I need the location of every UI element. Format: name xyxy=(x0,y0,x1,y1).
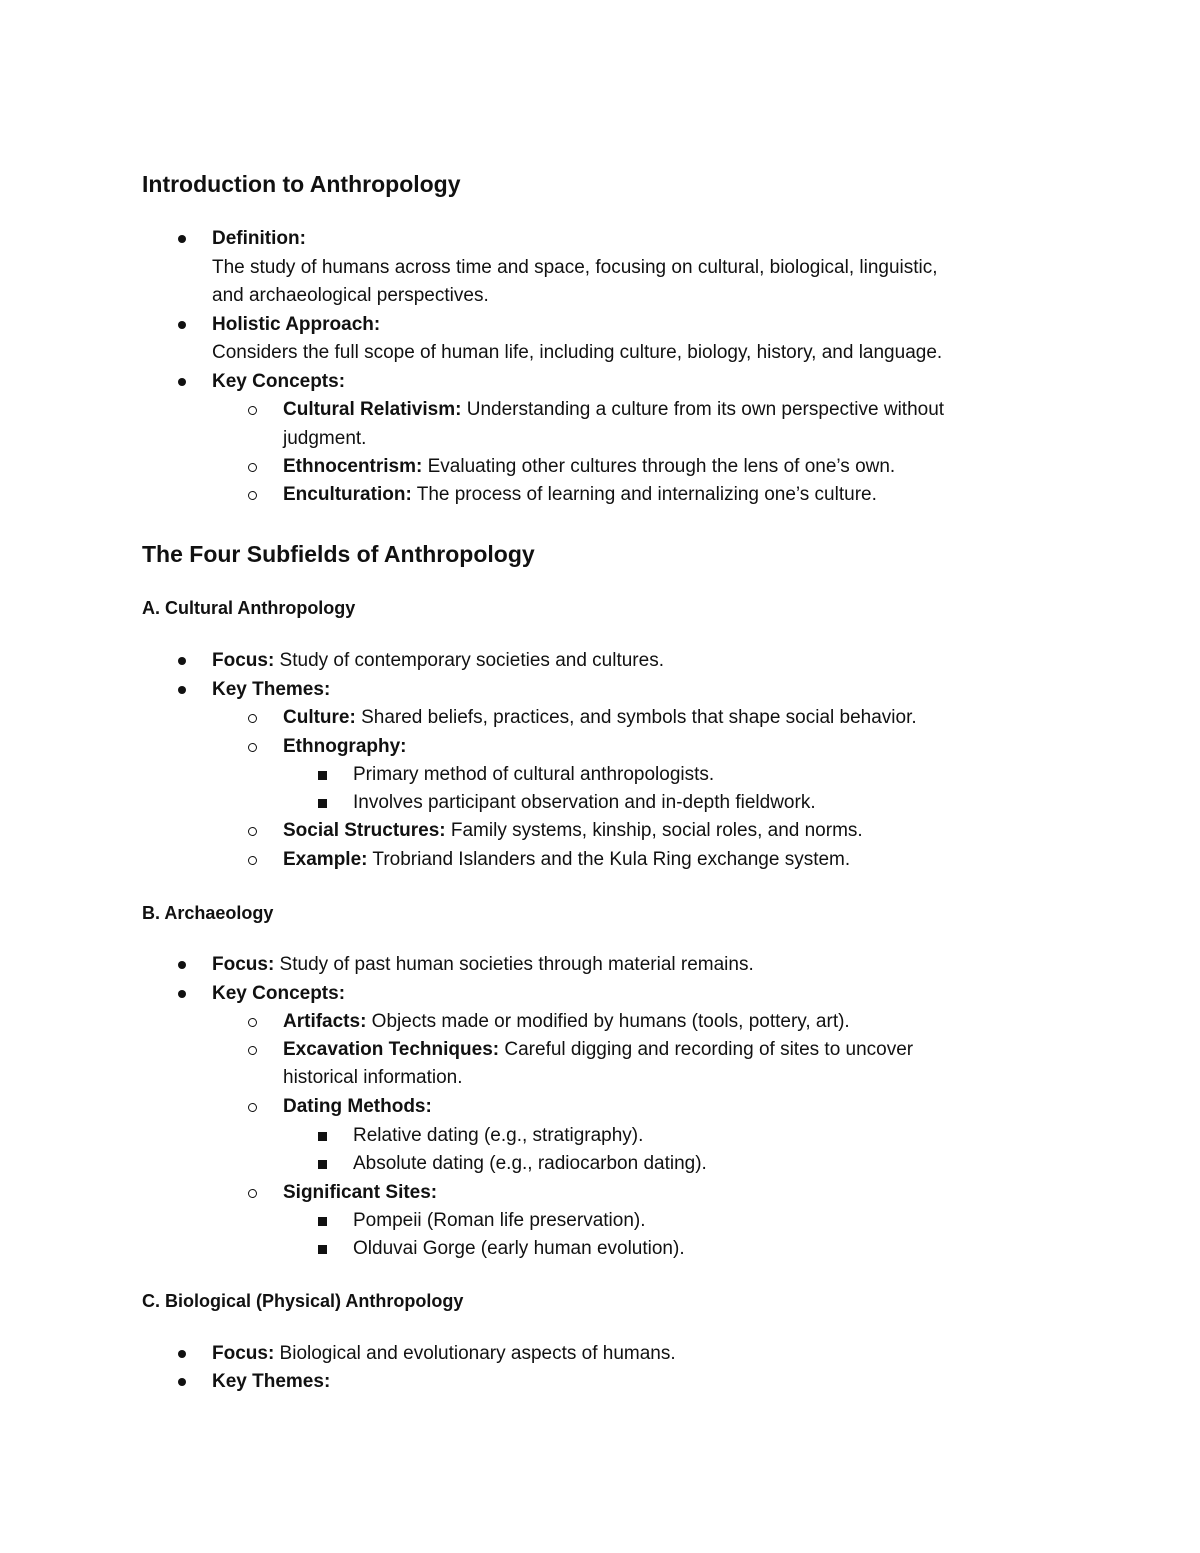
culture-text: Shared beliefs, practices, and symbols that shape social behavior. xyxy=(355,707,917,728)
list-item-absolute-dating: Absolute dating (e.g., radiocarbon dating). xyxy=(353,1153,707,1174)
list-item-cultural-relativism xyxy=(283,396,944,424)
subsection-title-biological: C. Biological (Physical) Anthropology xyxy=(142,1291,464,1311)
list-item-ethnocentrism xyxy=(283,453,895,481)
excavation-text-continued: historical information. xyxy=(283,1067,463,1088)
excavation-label: Excavation Techniques: xyxy=(283,1039,500,1060)
list-item-holistic xyxy=(212,311,380,339)
subsection-title-cultural: A. Cultural Anthropology xyxy=(142,598,356,618)
list-item-significant-sites xyxy=(283,1179,437,1207)
holistic-label: Holistic Approach: xyxy=(212,314,381,335)
example-text: Trobriand Islanders and the Kula Ring exchange system. xyxy=(367,849,851,870)
list-item-excavation xyxy=(283,1036,913,1064)
section-title-introduction: Introduction to Anthropology xyxy=(142,171,461,197)
list-item-dating-methods xyxy=(283,1093,432,1121)
list-item-key-concepts xyxy=(212,368,345,396)
list-item-ethnography-fieldwork: Involves participant observation and in-depth fieldwork. xyxy=(353,792,816,813)
bullet-circle xyxy=(248,1018,257,1027)
bullet-square xyxy=(318,1132,327,1141)
enculturation-text: The process of learning and internalizing one’s culture. xyxy=(411,484,877,505)
focus-text: Biological and evolutionary aspects of humans. xyxy=(274,1343,676,1364)
focus-text: Study of contemporary societies and cultures. xyxy=(274,650,664,671)
bullet-square xyxy=(318,771,327,780)
list-item-ethnography-method: Primary method of cultural anthropologists. xyxy=(353,764,715,785)
bullet-circle xyxy=(248,1103,257,1112)
dating-methods-label: Dating Methods: xyxy=(283,1096,432,1117)
key-themes-label: Key Themes: xyxy=(212,679,331,700)
focus-label: Focus: xyxy=(212,954,275,975)
bullet-circle xyxy=(248,714,257,723)
bullet-disc xyxy=(178,961,186,969)
list-item-pompeii: Pompeii (Roman life preservation). xyxy=(353,1210,646,1231)
list-item-ethnography xyxy=(283,733,407,761)
ethnography-label: Ethnography: xyxy=(283,736,407,757)
bullet-disc xyxy=(178,235,186,243)
list-item-cultural-focus xyxy=(212,647,664,675)
list-item-archaeology-concepts xyxy=(212,980,345,1008)
ethnocentrism-text: Evaluating other cultures through the lens of one’s own. xyxy=(422,456,896,477)
bullet-circle xyxy=(248,856,257,865)
focus-text: Study of past human societies through material remains. xyxy=(274,954,754,975)
list-item-olduvai: Olduvai Gorge (early human evolution). xyxy=(353,1238,685,1259)
list-item-definition xyxy=(212,225,306,253)
bullet-disc xyxy=(178,321,186,329)
holistic-text: Considers the full scope of human life, including culture, biology, history, and language. xyxy=(212,342,943,363)
culture-label: Culture: xyxy=(283,707,356,728)
bullet-disc xyxy=(178,378,186,386)
bullet-circle xyxy=(248,1046,257,1055)
artifacts-text: Objects made or modified by humans (tools, pottery, art). xyxy=(366,1011,850,1032)
bullet-square xyxy=(318,1217,327,1226)
bullet-square xyxy=(318,1160,327,1169)
list-item-archaeology-focus xyxy=(212,951,754,979)
bullet-disc xyxy=(178,1378,186,1386)
key-themes-label: Key Themes: xyxy=(212,1371,331,1392)
list-item-key-themes xyxy=(212,676,330,704)
ethnocentrism-label: Ethnocentrism: xyxy=(283,456,423,477)
section-title-subfields: The Four Subfields of Anthropology xyxy=(142,541,535,567)
list-item-relative-dating: Relative dating (e.g., stratigraphy). xyxy=(353,1125,644,1146)
list-item-social-structures xyxy=(283,817,863,845)
key-concepts-label: Key Concepts: xyxy=(212,371,346,392)
bullet-circle xyxy=(248,1189,257,1198)
artifacts-label: Artifacts: xyxy=(283,1011,367,1032)
key-concepts-label: Key Concepts: xyxy=(212,983,346,1004)
bullet-square xyxy=(318,799,327,808)
subsection-title-archaeology: B. Archaeology xyxy=(142,903,274,923)
definition-text-continued: and archaeological perspectives. xyxy=(212,285,489,306)
bullet-disc xyxy=(178,1350,186,1358)
definition-text: The study of humans across time and space, focusing on cultural, biological, linguistic, xyxy=(212,257,938,278)
list-item-artifacts xyxy=(283,1008,850,1036)
list-item-biological-themes xyxy=(212,1368,330,1396)
bullet-disc xyxy=(178,990,186,998)
bullet-circle xyxy=(248,463,257,472)
bullet-circle xyxy=(248,743,257,752)
example-label: Example: xyxy=(283,849,368,870)
bullet-square xyxy=(318,1245,327,1254)
significant-sites-label: Significant Sites: xyxy=(283,1182,438,1203)
list-item-enculturation xyxy=(283,481,877,509)
relativism-text-continued: judgment. xyxy=(283,428,367,449)
excavation-text: Careful digging and recording of sites to uncover xyxy=(499,1039,914,1060)
list-item-example xyxy=(283,846,850,874)
social-structures-label: Social Structures: xyxy=(283,820,446,841)
focus-label: Focus: xyxy=(212,650,275,671)
social-structures-text: Family systems, kinship, social roles, and norms. xyxy=(445,820,863,841)
bullet-disc xyxy=(178,657,186,665)
definition-label: Definition: xyxy=(212,228,306,249)
bullet-disc xyxy=(178,686,186,694)
relativism-label: Cultural Relativism: xyxy=(283,399,462,420)
bullet-circle xyxy=(248,827,257,836)
list-item-biological-focus xyxy=(212,1340,676,1368)
list-item-culture xyxy=(283,704,917,732)
focus-label: Focus: xyxy=(212,1343,275,1364)
relativism-text: Understanding a culture from its own perspective without xyxy=(461,399,945,420)
bullet-circle xyxy=(248,406,257,415)
enculturation-label: Enculturation: xyxy=(283,484,412,505)
bullet-circle xyxy=(248,491,257,500)
